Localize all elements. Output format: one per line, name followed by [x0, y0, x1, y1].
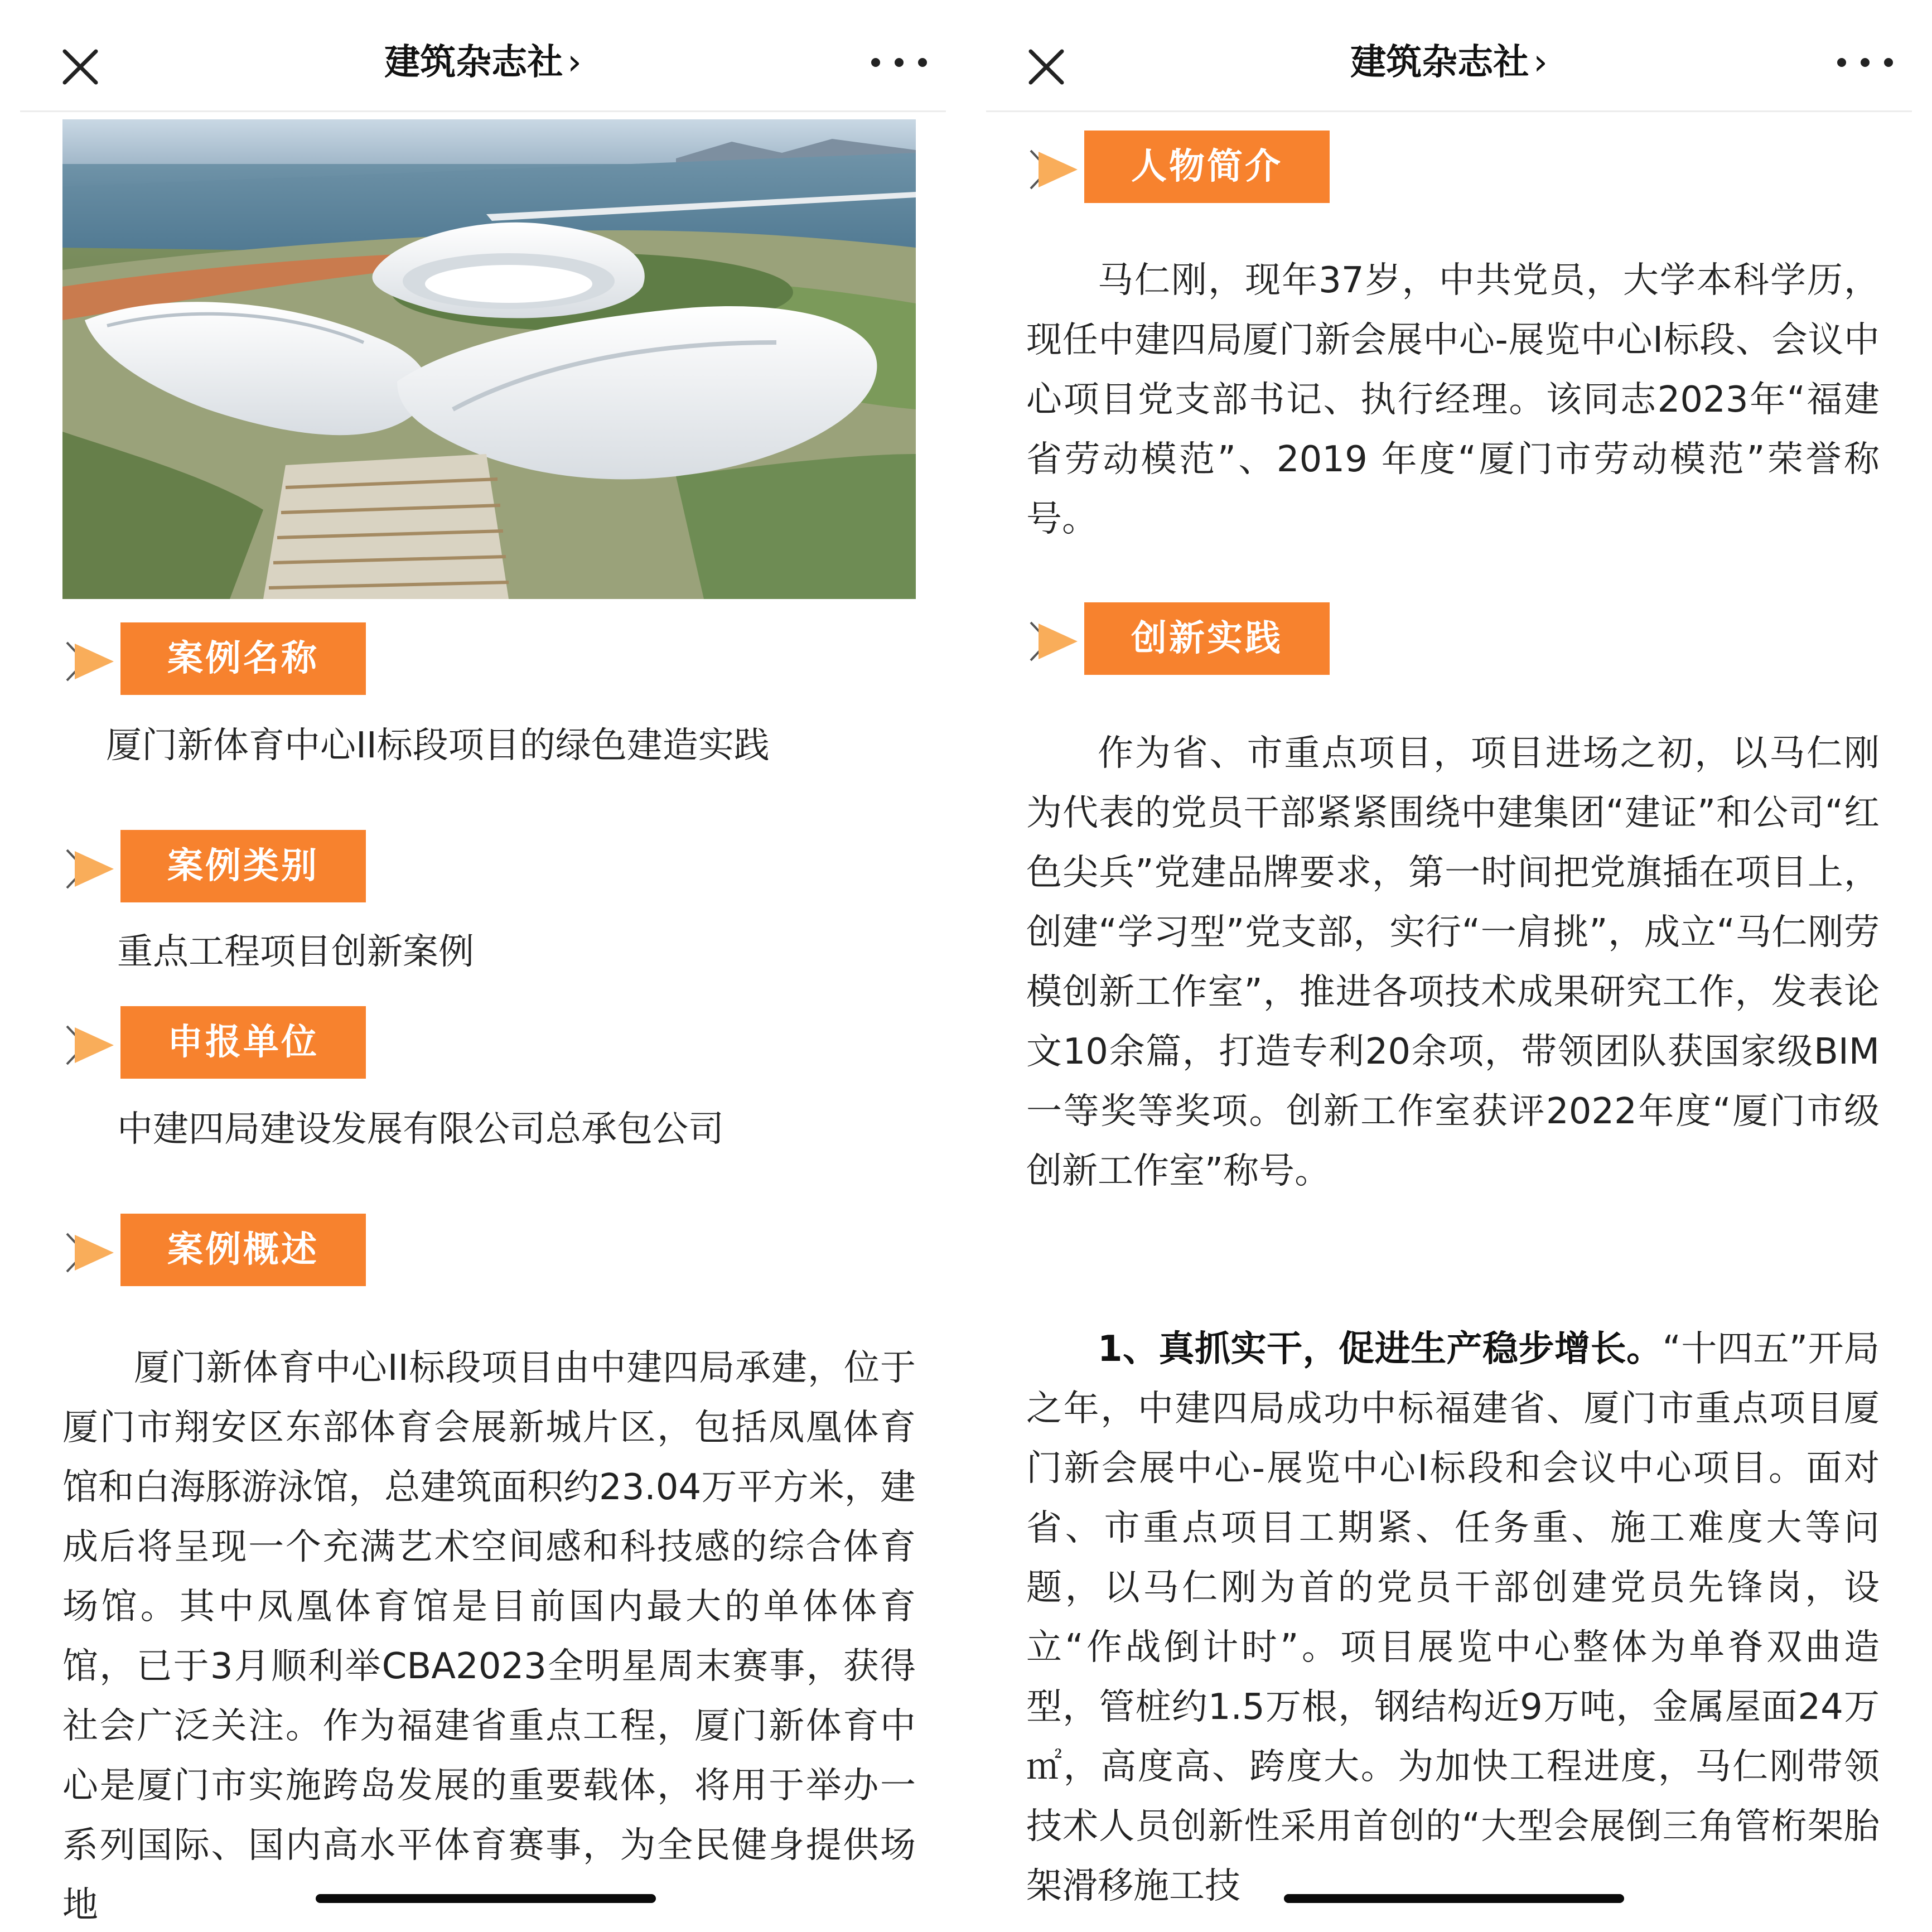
section-label: 创新实践: [1084, 602, 1330, 675]
point-1-text: “十四五”开局之年，中建四局成功中标福建省、厦门市重点项目厦门新会展中心-展览中心I标段和会议中心项目。面对省、市重点项目工期紧、任务重、施工难度大等问题，以马仁刚为首的党员干部创建党员先锋岗，设立“作战倒计时”。项目展览中心整体为单脊双曲造型，管桩约1.5万根，钢结构近9万吨，金属屋面24万㎡，高度高、跨度大。为加快工程进度，马仁刚带领技术人员创新性采用首创的“大型会展倒三角管桁架胎架滑移施工技: [1026, 1329, 1880, 1907]
case-category-text: 重点工程项目创新案例: [117, 931, 474, 973]
play-arrow-icon: [62, 847, 118, 891]
nav-title-text: 建筑杂志社: [1350, 42, 1529, 83]
nav-title-text: 建筑杂志社: [384, 42, 563, 83]
nav-bar: [966, 0, 1932, 112]
stadium-aerial-photo: [62, 119, 916, 599]
more-dot: [918, 58, 927, 67]
more-button[interactable]: [1837, 52, 1893, 73]
more-dot: [1884, 58, 1893, 67]
play-arrow-icon: [62, 1230, 118, 1275]
home-indicator[interactable]: [316, 1894, 656, 1903]
section-label: 案例概述: [120, 1214, 366, 1286]
point-1-paragraph: [1026, 1320, 1880, 1916]
play-arrow-icon: [62, 639, 118, 684]
nav-bar: [0, 0, 966, 112]
chevron-right-icon: ›: [1533, 42, 1548, 83]
photo-illustration: [62, 119, 916, 599]
section-label: 案例名称: [120, 622, 366, 695]
chevron-right-icon: ›: [567, 42, 582, 83]
nav-title[interactable]: [966, 35, 1932, 90]
play-arrow-icon: [1026, 619, 1082, 664]
section-label: 案例类别: [120, 830, 366, 902]
section-label: 申报单位: [120, 1006, 366, 1079]
play-arrow-icon: [1026, 147, 1082, 192]
more-dot: [871, 58, 880, 67]
case-overview-text: 厦门新体育中心II标段项目由中建四局承建，位于厦门市翔安区东部体育会展新城片区，包括凤凰体育馆和白海豚游泳馆，总建筑面积约23.04万平方米，建成后将呈现一个充满艺术空间感和科技感的综合体育场馆。其中凤凰体育馆是目前国内最大的单体体育馆，已于3月顺利举CBA2023全明星周末赛事，获得社会广泛关注。作为福建省重点工程，厦门新体育中心是厦门市实施跨岛发展的重要载体，将用于举办一系列国际、国内高水平体育赛事，为全民健身提供场地: [62, 1347, 916, 1926]
more-dot: [1861, 58, 1870, 67]
more-button[interactable]: [871, 52, 927, 73]
play-arrow-icon: [62, 1023, 118, 1068]
more-dot: [1837, 58, 1846, 67]
home-indicator[interactable]: [1284, 1894, 1624, 1903]
innovation-text: 作为省、市重点项目，项目进场之初，以马仁刚为代表的党员干部紧紧围绕中建集团“建证”和公司“红色尖兵”党建品牌要求，第一时间把党旗插在项目上，创建“学习型”党支部，实行“一肩挑”，成立“马仁刚劳模创新工作室”，推进各项技术成果研究工作，发表论文10余篇，打造专利20余项，带领团队获国家级BIM一等奖等奖项。创新工作室获评2022年度“厦门市级创新工作室”称号。: [1026, 733, 1880, 1192]
section-label: 人物简介: [1084, 131, 1330, 203]
right-screen: [966, 0, 1932, 1932]
applicant-text: 中建四局建设发展有限公司总承包公司: [117, 1109, 724, 1150]
nav-title[interactable]: [0, 35, 966, 90]
nav-divider: [986, 110, 1912, 112]
profile-text: 马仁刚，现年37岁，中共党员，大学本科学历，现任中建四局厦门新会展中心-展览中心I标段、会议中心项目党支部书记、执行经理。该同志2023年“福建省劳动模范”、2019 年度“厦门市劳动模范”荣誉称号。: [1026, 260, 1880, 540]
point-1-heading: 1、真抓实干，促进生产稳步增长。: [1098, 1329, 1663, 1370]
nav-divider: [20, 110, 946, 112]
more-dot: [895, 58, 904, 67]
case-name-text: 厦门新体育中心II标段项目的绿色建造实践: [106, 725, 770, 766]
